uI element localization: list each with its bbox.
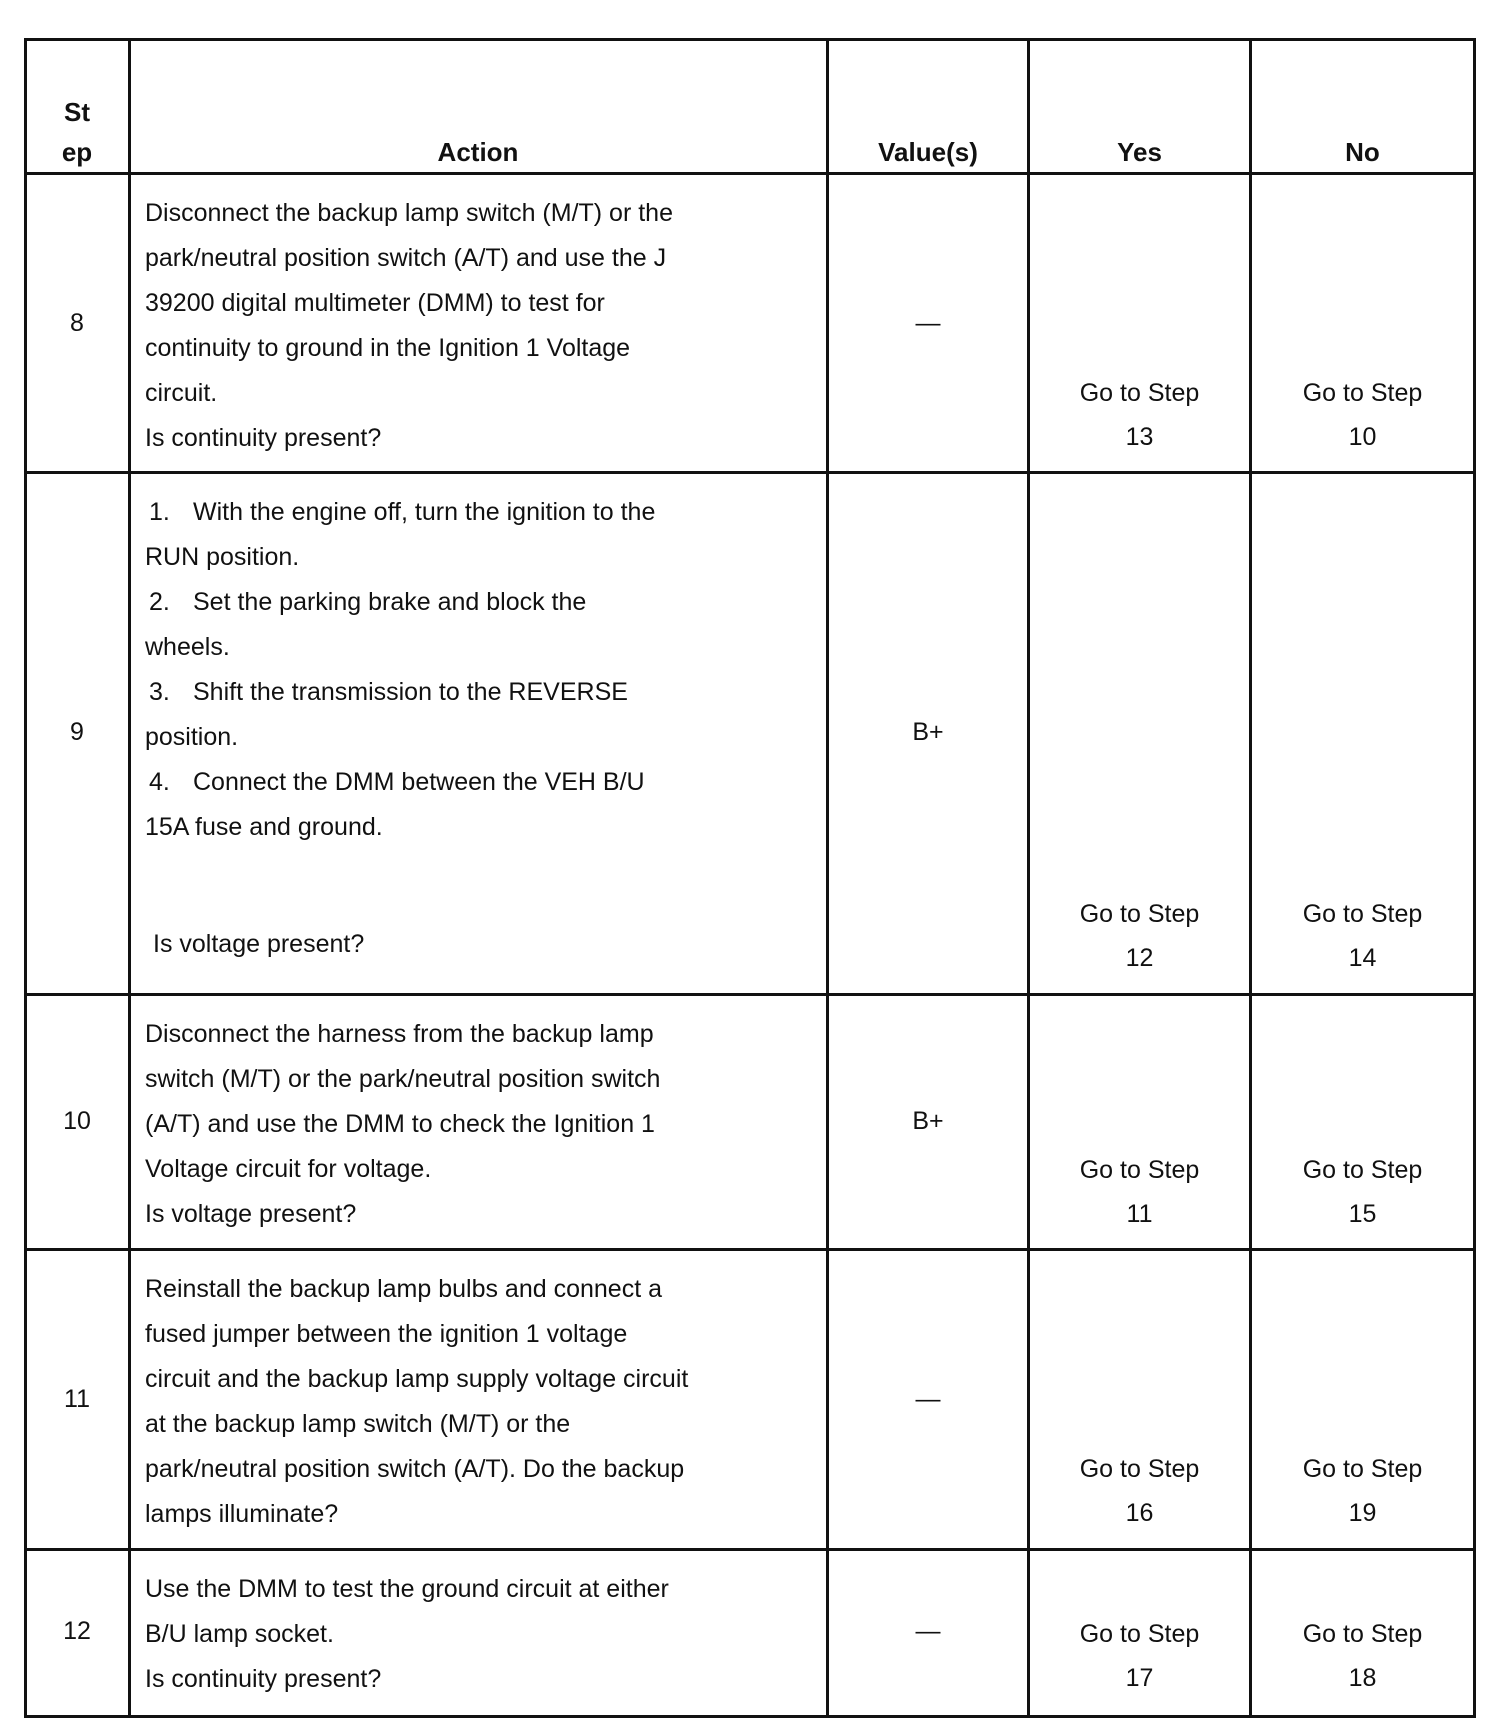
header-no: No: [1345, 137, 1380, 167]
action-text: Use the DMM to test the ground circuit at either B/U lamp socket. Is continuity present?: [145, 1575, 669, 1693]
yes-goto: Go to Step 11: [1079, 1156, 1200, 1228]
value: —: [915, 1385, 941, 1413]
diagnostic-table: [24, 38, 1476, 1718]
step-number: 11: [64, 1385, 90, 1413]
action-text: 1. With the engine off, turn the ignition to the RUN position. 2. Set the parking brake and block the wheels. 3. Shift the transmission to the REVERSE position. 4. Connect the DMM between the VEH B/U 15A fuse and ground.: [145, 498, 656, 841]
step-number: 8: [70, 309, 84, 337]
header-step: St ep: [61, 97, 93, 167]
value: —: [915, 1617, 941, 1645]
action-question: Is voltage present?: [153, 930, 365, 958]
step-number: 12: [63, 1617, 91, 1645]
value: —: [915, 309, 941, 337]
header-action: Action: [437, 137, 519, 167]
no-goto: Go to Step 14: [1302, 900, 1423, 972]
no-goto: Go to Step 18: [1302, 1620, 1423, 1692]
no-goto: Go to Step 15: [1302, 1156, 1423, 1228]
action-text: Disconnect the backup lamp switch (M/T) or the park/neutral position switch (A/T) and use the J 39200 digital multimeter (DMM) to test for continuity to ground in the Ignition 1 Voltage circuit. Is continuity present?: [145, 199, 673, 452]
no-goto: Go to Step 10: [1302, 379, 1423, 451]
value: B+: [912, 718, 944, 746]
action-text: Reinstall the backup lamp bulbs and connect a fused jumper between the ignition 1 voltage circuit and the backup lamp supply voltage circuit at the backup lamp switch (M/T) or the park/neutral position switch (A/T). Do the backup lamps illuminate?: [145, 1275, 689, 1528]
header-yes: Yes: [1117, 137, 1162, 167]
value: B+: [912, 1107, 944, 1135]
no-goto: Go to Step 19: [1302, 1455, 1423, 1527]
yes-goto: Go to Step 16: [1079, 1455, 1200, 1527]
yes-goto: Go to Step 17: [1079, 1620, 1200, 1692]
header-values: Value(s): [878, 137, 978, 167]
yes-goto: Go to Step 12: [1079, 900, 1200, 972]
step-number: 9: [70, 718, 84, 746]
yes-goto: Go to Step 13: [1079, 379, 1200, 451]
action-text: Disconnect the harness from the backup lamp switch (M/T) or the park/neutral position switch (A/T) and use the DMM to check the Ignition 1 Voltage circuit for voltage. Is voltage present?: [145, 1020, 661, 1228]
step-number: 10: [63, 1107, 91, 1135]
